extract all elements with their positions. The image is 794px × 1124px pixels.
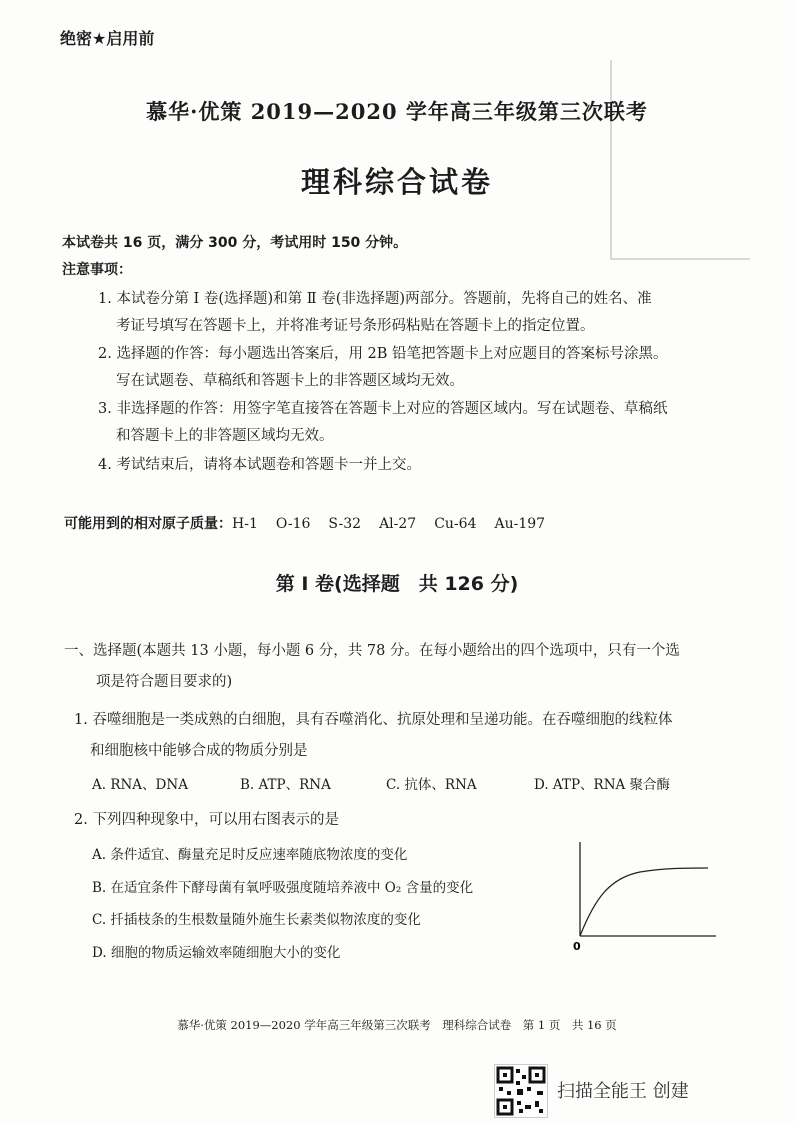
option-a[interactable]: A. RNA、DNA: [92, 777, 188, 793]
confidential-label: 绝密★启用前: [60, 29, 155, 48]
option-c[interactable]: C. 扦插枝条的生根数量随外施生长素类似物浓度的变化: [92, 912, 421, 928]
option-a[interactable]: A. 条件适宜、酶量充足时反应速率随底物浓度的变化: [92, 847, 408, 863]
option-d[interactable]: D. ATP、RNA 聚合酶: [534, 777, 671, 793]
section-intro: [64, 636, 754, 698]
qr-code-icon: [494, 1064, 548, 1118]
note-item: [98, 341, 748, 395]
saturation-curve-figure: [570, 838, 720, 956]
note-line: 4. 考试结束后，请将本试题卷和答题卡一并上交。: [98, 457, 421, 473]
subject-title: 理科综合试卷: [300, 165, 493, 199]
note-line: 写在试题卷、草稿纸和答题卡上的非答题区域均无效。: [116, 373, 464, 389]
exam-title: 慕华·优策 2019—2020 学年高三年级第三次联考: [146, 99, 648, 124]
note-line: 和答题卡上的非答题区域均无效。: [116, 428, 334, 444]
question-stem: 和细胞核中能够合成的物质分别是: [90, 743, 308, 759]
option-b[interactable]: B. ATP、RNA: [240, 777, 331, 793]
intro-line: 项是符合题目要求的): [96, 674, 233, 690]
note-line: 2. 选择题的作答：每小题选出答案后，用 2B 铅笔把答题卡上对应题目的答案标号涂黑。: [98, 346, 668, 362]
option-c[interactable]: C. 抗体、RNA: [386, 777, 477, 793]
section-title: 第 Ⅰ 卷(选择题 共 126 分): [275, 573, 519, 595]
curve: [580, 868, 708, 936]
qr-pattern: [495, 1065, 547, 1117]
atomic-masses-label: 可能用到的相对原子质量：: [64, 516, 232, 532]
question-2-graph: [570, 838, 720, 956]
note-item: [98, 452, 748, 479]
exam-info: 本试卷共 16 页，满分 300 分，考试用时 150 分钟。: [62, 235, 408, 251]
note-item: [98, 286, 748, 340]
option-d[interactable]: D. 细胞的物质运输效率随细胞大小的变化: [92, 945, 341, 961]
scanner-watermark: 扫描全能王 创建: [557, 1081, 689, 1102]
note-line: 1. 本试卷分第 Ⅰ 卷(选择题)和第 Ⅱ 卷(非选择题)两部分。答题前，先将自己的姓名、准: [98, 291, 652, 307]
atomic-mass: Al-27: [379, 516, 417, 532]
intro-line: 一、选择题(本题共 13 小题，每小题 6 分，共 78 分。在每小题给出的四个选项中，只有一个选: [64, 643, 680, 659]
question-2: [74, 805, 754, 836]
atomic-masses: [64, 513, 545, 533]
atomic-mass: H-1: [232, 516, 258, 532]
atomic-mass: O-16: [275, 516, 311, 532]
note-line: 考证号填写在答题卡上，并将准考证号条形码粘贴在答题卡上的指定位置。: [116, 318, 595, 334]
scan-shadow: [610, 258, 750, 260]
atomic-mass: S-32: [328, 516, 362, 532]
option-b[interactable]: B. 在适宜条件下酵母菌有氧呼吸强度随培养液中 O₂ 含量的变化: [92, 880, 474, 896]
note-line: 3. 非选择题的作答：用签字笔直接答在答题卡上对应的答题区域内。写在试题卷、草稿纸: [98, 401, 668, 417]
note-item: [98, 396, 748, 450]
graph-origin-label: 0: [573, 940, 581, 953]
page-footer: 慕华·优策 2019—2020 学年高三年级第三次联考 理科综合试卷 第 1 页 共 16 页: [177, 1018, 617, 1032]
question-1: [74, 705, 754, 767]
notes-heading: 注意事项：: [62, 262, 132, 278]
atomic-mass: Cu-64: [434, 516, 477, 532]
question-stem: 1. 吞噬细胞是一类成熟的白细胞，具有吞噬消化、抗原处理和呈递功能。在吞噬细胞的线粒体: [74, 712, 673, 728]
atomic-mass: Au-197: [494, 516, 546, 532]
question-stem: 2. 下列四种现象中，可以用右图表示的是: [74, 812, 339, 828]
